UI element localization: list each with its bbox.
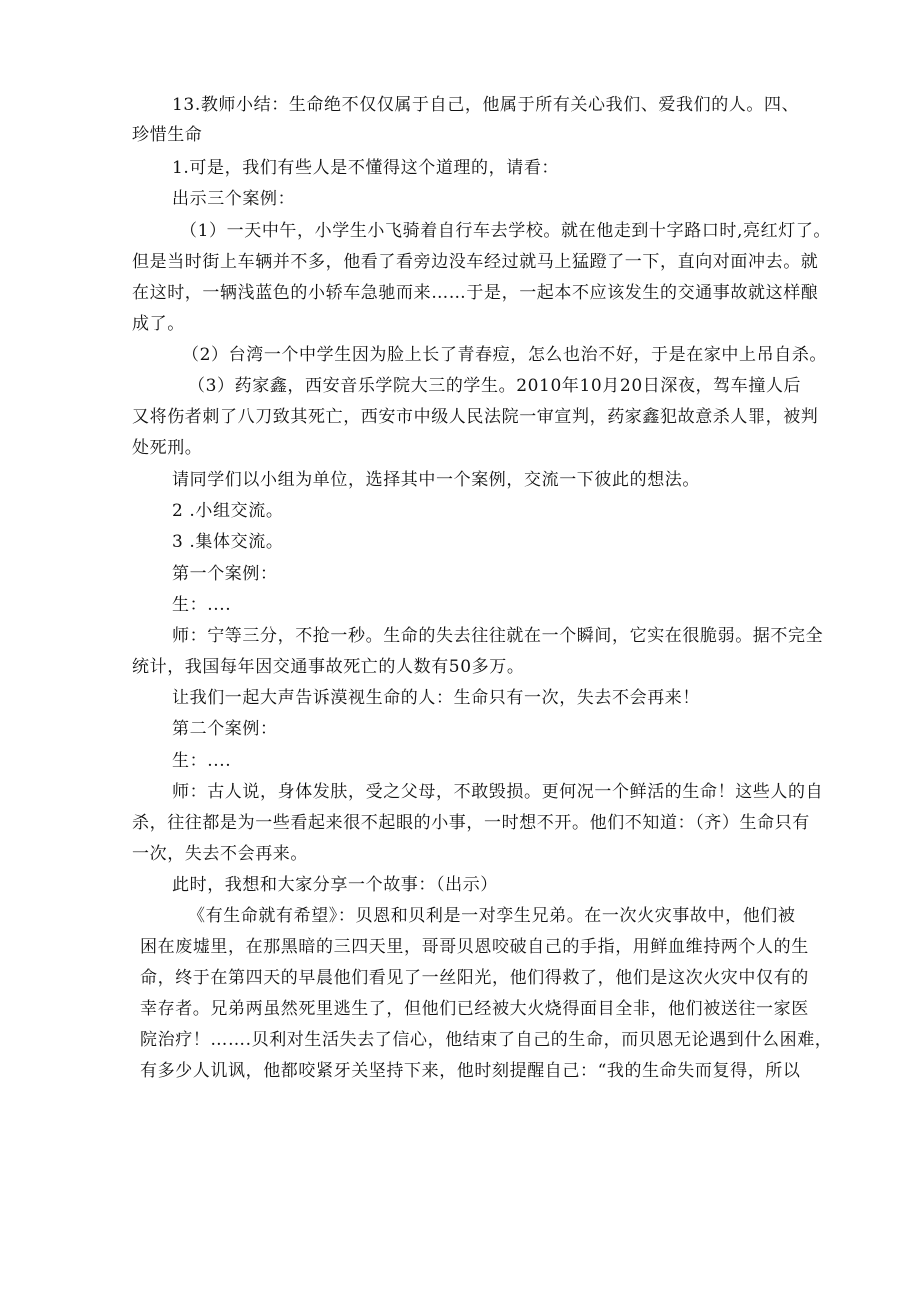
case-1-line: （1）一天中午，小学生小飞骑着自行车去学校。就在他走到十字路口时,亮红灯了。 [180, 221, 832, 241]
story-line: 院治疗！…….贝利对生活失去了信心，他结束了自己的生命，而贝恩无论遇到什么困难， [140, 1030, 833, 1050]
text-line: 让我们一起大声告诉漠视生命的人：生命只有一次，失去不会再来！ [172, 688, 700, 708]
step-line: 2 .小组交流。 [172, 501, 284, 521]
teacher-line: 一次，失去不会再来。 [132, 844, 308, 864]
text-line: 第一个案例： [172, 564, 278, 584]
case-3-line: 又将伤者刺了八刀致其死亡，西安市中级人民法院一审宣判，药家鑫犯故意杀人罪，被判 [132, 407, 819, 427]
text-line: 此时，我想和大家分享一个故事：（出示） [172, 875, 498, 895]
case-1-line: 在这时，一辆浅蓝色的小轿车急驰而来……于是，一起本不应该发生的交通事故就这样酿 [132, 283, 819, 303]
case-1-line: 成了。 [132, 314, 185, 334]
summary-line: 13.教师小结：生命绝不仅仅属于自己，他属于所有关心我们、爱我们的人。四、 [172, 95, 800, 115]
case-3-line: 处死刑。 [132, 438, 203, 458]
section-heading: 珍惜生命 [132, 125, 203, 145]
teacher-line: 杀，往往都是为一些看起来很不起眼的小事，一时想不开。他们不知道：（齐）生命只有 [132, 813, 810, 833]
case-3-line: （3）药家鑫，西安音乐学院大三的学生。2010年10月20日深夜，驾车撞人后 [188, 376, 802, 396]
teacher-line: 统计，我国每年因交通事故死亡的人数有50多万。 [132, 657, 525, 677]
step-line: 3 .集体交流。 [172, 532, 284, 552]
teacher-line: 师：宁等三分，不抢一秒。生命的失去往往就在一个瞬间，它实在很脆弱。据不完全 [172, 626, 824, 646]
story-line: 幸存者。兄弟两虽然死里逃生了，但他们已经被大火烧得面目全非，他们被送往一家医 [140, 999, 809, 1019]
text-line: 请同学们以小组为单位，选择其中一个案例，交流一下彼此的想法。 [172, 470, 700, 490]
student-line: 生：.... [172, 595, 232, 615]
story-line: 命，终于在第四天的早晨他们看见了一丝阳光，他们得救了，他们是这次火灾中仅有的 [140, 968, 809, 988]
student-line: 生：.... [172, 751, 232, 771]
text-line: 出示三个案例： [172, 189, 296, 209]
text-line: 1.可是，我们有些人是不懂得这个道理的，请看： [172, 158, 560, 178]
story-line: 困在废墟里，在那黑暗的三四天里，哥哥贝恩咬破自己的手指，用鲜血维持两个人的生 [140, 937, 809, 957]
case-1-line: 但是当时街上车辆并不多，他看了看旁边没车经过就马上猛蹬了一下，直向对面冲去。就 [132, 252, 819, 272]
story-line: 有多少人讥讽，他都咬紧牙关坚持下来，他时刻提醒自己：“我的生命失而复得，所以 [140, 1061, 801, 1081]
case-2-line: （2）台湾一个中学生因为脸上长了青春痘，怎么也治不好，于是在家中上吊自杀。 [182, 345, 828, 365]
teacher-line: 师：古人说，身体发肤，受之父母，不敢毁损。更何况一个鲜活的生命！这些人的自 [172, 782, 824, 802]
text-line: 第二个案例： [172, 719, 278, 739]
story-line: 《有生命就有希望》：贝恩和贝利是一对孪生兄弟。在一次火灾事故中，他们被 [188, 906, 796, 926]
